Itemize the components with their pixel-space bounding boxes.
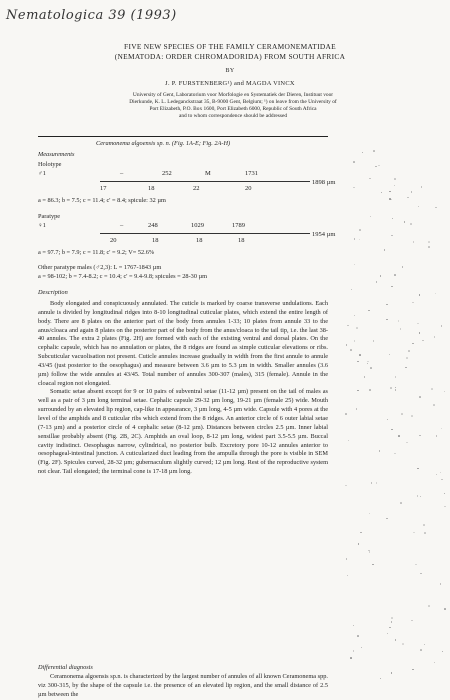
scan-speck bbox=[389, 627, 391, 629]
scan-speck bbox=[420, 649, 422, 651]
scan-speck bbox=[422, 340, 424, 342]
scan-speck bbox=[434, 336, 436, 338]
scan-speck bbox=[419, 435, 421, 437]
scan-speck bbox=[345, 413, 347, 415]
measurements-heading: Measurements bbox=[38, 151, 75, 158]
scan-speck bbox=[381, 192, 383, 194]
paratype-sex: ♀1 bbox=[38, 222, 46, 229]
scan-speck bbox=[418, 206, 420, 208]
scan-speck bbox=[347, 575, 349, 577]
scan-speck bbox=[428, 241, 430, 243]
scan-speck bbox=[370, 216, 372, 218]
holotype-bottom-4: 20 bbox=[245, 185, 252, 192]
scan-speck bbox=[417, 468, 419, 470]
scan-speck bbox=[444, 608, 446, 610]
scan-speck bbox=[379, 450, 381, 452]
scan-speck bbox=[395, 639, 397, 641]
article-title-line1: FIVE NEW SPECIES OF THE FAMILY CERAMONEMATIDAE bbox=[124, 42, 336, 51]
scan-speck bbox=[424, 644, 426, 646]
scan-speck bbox=[394, 178, 396, 180]
scan-speck bbox=[412, 669, 414, 671]
scan-speck bbox=[392, 218, 394, 220]
scan-speck bbox=[346, 558, 348, 560]
scan-speck bbox=[357, 361, 359, 363]
description-heading: Description bbox=[38, 289, 68, 296]
scan-speck bbox=[440, 583, 442, 585]
paratype-fraction-line bbox=[100, 233, 310, 234]
scan-speck bbox=[386, 304, 388, 306]
scan-speck bbox=[358, 543, 360, 545]
article-title-line2: (NEMATODA: ORDER CHROMADORIDA) FROM SOUTH AFRICA bbox=[114, 52, 346, 61]
scan-speck bbox=[428, 246, 430, 248]
scan-speck bbox=[354, 340, 356, 342]
scan-speck bbox=[369, 389, 371, 391]
scan-speck bbox=[375, 166, 377, 168]
scan-speck bbox=[417, 495, 419, 497]
scan-speck bbox=[361, 647, 363, 649]
paratype-top-3: 1029 bbox=[191, 222, 204, 229]
scan-speck bbox=[390, 387, 392, 389]
scan-speck bbox=[402, 643, 404, 645]
species-heading: Ceramonema algoensis sp. n. (Fig. 1A-E; Fig. 2A-H) bbox=[96, 140, 231, 147]
affiliation-line3: Port Elizabeth, P.O. Box 1600, Port Elizabeth 6000, Republic of South Africa bbox=[149, 106, 317, 112]
scan-speck bbox=[394, 274, 396, 276]
scan-speck bbox=[444, 506, 446, 508]
description-paragraph-1: Body elongated and conspicuously annulated. The cuticle is marked by coarse transverse undulations. Each annule is divided by longitudinal ridges into 8-10 longitudinal cuticular plates, which extend the entire length of body. There are 8 plates on the anterior part of the body from annules 1-33; 10 plates from annule 33 to the anus/cloaca and again 8 plates on the posterior part of the body from the anus/cloaca to the tail tip, i.e. the last 38-40 annules. The extra 2 plates (Fig. 2H) are formed with each of the existing ventral and dorsal plates. On the cephalic capsule, which has no annulation or plates, the 8 ridges are found as simple cuticular elevations or ribs. Subcuticular vacuolisation not present. Cuticle annules increase gradually in width from the first annule to annule 43/45 (just posterior to the oesophagus) and measure between 3.6 µm to 5.3 µm in width. Smaller annules (3.6 µm) follow the wide annules at 43/45. Total number of annules 300-307 (males), 315 (female). Annule in the cloacal region not elongated. bbox=[38, 300, 328, 387]
scan-speck bbox=[444, 493, 446, 495]
by-label: BY bbox=[225, 68, 235, 74]
paratype-label: Paratype bbox=[38, 213, 61, 220]
scan-speck bbox=[398, 320, 400, 322]
scan-speck bbox=[428, 605, 430, 607]
scan-speck bbox=[371, 482, 373, 484]
holotype-top-1: – bbox=[120, 170, 124, 177]
scan-speck bbox=[364, 376, 366, 378]
scan-speck bbox=[434, 662, 436, 664]
scan-speck bbox=[410, 223, 412, 225]
scan-speck bbox=[435, 207, 437, 209]
scan-speck bbox=[391, 286, 393, 288]
scan-speck bbox=[346, 344, 348, 346]
scan-speck bbox=[353, 161, 355, 163]
paratype-bottom-4: 18 bbox=[238, 237, 245, 244]
scan-speck bbox=[345, 485, 347, 487]
affiliation-line2: Dierkunde, K. L. Ledeganckstraat 35, B-9000 Gent, Belgium; ¹) on leave from the University of bbox=[129, 99, 337, 105]
paratype-ratios: a = 97.7; b = 7.9; c = 11.8; c' = 9.2; V= 52.6% bbox=[38, 249, 155, 256]
holotype-sex: ♂1 bbox=[38, 170, 46, 177]
paratype-total: 1954 µm bbox=[312, 231, 336, 238]
diagnosis-paragraph: Ceramonema algoensis sp.n. is characterized by the largest number of annules of all known Ceramonema spp. viz 300-315, by the shape of the capsule i.e. the presence of an elevated lip region, and the small distance of 2.5 µm between the bbox=[38, 673, 328, 698]
scan-speck bbox=[380, 275, 382, 277]
holotype-top-3: M bbox=[205, 170, 211, 177]
description-body bbox=[38, 300, 328, 477]
scan-speck bbox=[386, 518, 388, 520]
diagnosis-body bbox=[38, 673, 328, 700]
scan-speck bbox=[436, 474, 438, 476]
scan-speck bbox=[411, 191, 413, 193]
scan-speck bbox=[411, 620, 413, 622]
scan-speck bbox=[441, 428, 443, 430]
scan-speck bbox=[369, 551, 371, 553]
scan-speck bbox=[347, 325, 349, 327]
scan-speck bbox=[359, 229, 361, 231]
authors: J. P. FURSTENBERG¹) and MAGDA VINCX bbox=[165, 80, 295, 87]
paratype-bottom-1: 20 bbox=[110, 237, 117, 244]
scan-speck bbox=[367, 363, 369, 365]
scan-speck bbox=[359, 239, 361, 241]
holotype-total: 1898 µm bbox=[312, 179, 336, 186]
scan-speck bbox=[419, 396, 421, 398]
scan-speck bbox=[351, 289, 353, 291]
scan-speck bbox=[406, 357, 408, 359]
scan-speck bbox=[357, 635, 359, 637]
paratype-top-1: – bbox=[120, 222, 124, 229]
holotype-fraction-line bbox=[100, 181, 310, 182]
scan-speck bbox=[350, 349, 352, 351]
scan-speck bbox=[400, 502, 402, 504]
scan-speck bbox=[413, 241, 415, 243]
holotype-ratios: a = 86.3; b = 7.5; c = 11.4; c' = 8.4; spicule: 32 µm bbox=[38, 197, 166, 204]
scan-speck bbox=[386, 319, 388, 321]
scan-speck bbox=[408, 350, 410, 352]
scan-speck bbox=[369, 513, 371, 515]
scan-speck bbox=[420, 573, 422, 575]
scan-speck bbox=[368, 550, 370, 552]
scan-speck bbox=[372, 564, 374, 566]
scan-speck bbox=[421, 186, 423, 188]
scan-speck bbox=[406, 442, 408, 444]
scan-speck bbox=[402, 266, 404, 268]
scan-speck bbox=[387, 419, 389, 421]
scan-speck bbox=[389, 198, 391, 200]
scan-speck bbox=[353, 187, 355, 189]
scan-speck bbox=[362, 152, 364, 154]
scan-speck bbox=[389, 354, 391, 356]
scan-speck bbox=[354, 315, 356, 317]
scan-speck bbox=[369, 178, 371, 180]
scan-speck bbox=[431, 388, 433, 390]
scan-speck bbox=[359, 354, 361, 356]
scan-speck bbox=[354, 238, 356, 240]
scan-speck bbox=[353, 650, 355, 652]
scan-speck bbox=[394, 453, 396, 455]
scan-speck bbox=[370, 367, 372, 369]
scan-speck bbox=[419, 332, 421, 334]
scan-speck bbox=[380, 678, 382, 680]
scan-speck bbox=[441, 479, 443, 481]
scan-speck bbox=[398, 435, 400, 437]
scan-speck bbox=[395, 387, 397, 389]
paratype-top-4: 1789 bbox=[232, 222, 245, 229]
scan-speck bbox=[354, 264, 356, 266]
handwritten-reference: Nematologica 39 (1993) bbox=[6, 8, 177, 23]
scan-speck bbox=[378, 165, 380, 167]
scan-speck bbox=[367, 361, 369, 363]
scan-speck bbox=[444, 391, 446, 393]
holotype-top-4: 1731 bbox=[245, 170, 258, 177]
scan-speck bbox=[391, 235, 393, 237]
scan-speck bbox=[407, 197, 409, 199]
holotype-top-2: 252 bbox=[162, 170, 172, 177]
header-divider bbox=[38, 136, 328, 137]
holotype-bottom-2: 18 bbox=[148, 185, 155, 192]
scan-speck bbox=[440, 472, 442, 474]
scan-speck bbox=[411, 415, 413, 417]
scan-speck bbox=[391, 617, 393, 619]
scan-speck bbox=[395, 389, 397, 391]
holotype-label: Holotype bbox=[38, 161, 62, 168]
scan-speck bbox=[435, 293, 437, 295]
affiliation-line4: and to whom correspondence should be addressed bbox=[178, 113, 288, 119]
other-paratypes-line2: a = 98-102; b = 7.4-8.2; c = 10.4; c' = 9.4-9.8; spicules = 28-30 µm bbox=[38, 273, 208, 280]
paratype-bottom-2: 18 bbox=[152, 237, 159, 244]
scan-speck bbox=[368, 310, 370, 312]
scan-speck bbox=[350, 657, 352, 659]
diagnosis-heading: Differential diagnosis bbox=[38, 664, 93, 671]
scan-speck bbox=[389, 191, 391, 193]
scan-speck bbox=[373, 340, 375, 342]
scan-speck bbox=[415, 564, 417, 566]
scan-speck bbox=[423, 524, 425, 526]
paratype-bottom-3: 18 bbox=[196, 237, 203, 244]
scan-speck bbox=[376, 482, 378, 484]
holotype-bottom-3: 22 bbox=[193, 185, 200, 192]
scan-speck bbox=[360, 532, 362, 534]
scan-speck bbox=[395, 376, 397, 378]
other-paratypes-line1: Other paratype males (♂2,3): L = 1767-1843 µm bbox=[38, 264, 162, 271]
scan-speck bbox=[391, 429, 393, 431]
scan-speck bbox=[405, 367, 407, 369]
scan-speck bbox=[433, 404, 435, 406]
scan-speck bbox=[356, 327, 358, 329]
scan-speck bbox=[357, 390, 359, 392]
scan-speck bbox=[391, 672, 393, 674]
scan-speck bbox=[348, 440, 350, 442]
scan-speck bbox=[441, 325, 443, 327]
scan-speck bbox=[413, 532, 415, 534]
scan-speck bbox=[384, 249, 386, 251]
scan-speck bbox=[400, 328, 402, 330]
scan-speck bbox=[391, 621, 393, 623]
scan-speck bbox=[394, 185, 396, 187]
scan-speck bbox=[412, 302, 414, 304]
scan-speck bbox=[387, 633, 389, 635]
scan-speck bbox=[419, 294, 421, 296]
scan-speck bbox=[424, 532, 426, 534]
paratype-top-2: 248 bbox=[148, 222, 158, 229]
scan-speck bbox=[353, 625, 355, 627]
scan-speck bbox=[401, 413, 403, 415]
affiliation-line1: University of Gent, Laboratorium voor Morfologie en Systematiek der Dieren, Instituut voor bbox=[132, 92, 334, 98]
scan-speck bbox=[412, 343, 414, 345]
scan-speck bbox=[404, 221, 406, 223]
scan-speck bbox=[373, 150, 375, 152]
scan-speck bbox=[376, 281, 378, 283]
scan-speck bbox=[420, 496, 422, 498]
description-paragraph-2: Somatic setae absent except for 9 or 10 pairs of subventral setae (11-12 µm) present on the tail of males as well as a pair of 3 µm long terminal setae. Cephalic capsule 29-32 µm long, 19-21 µm (female 25) wide. Mouth surrounded by an elevated lip region, cap-like in appearance, 3 µm long, 4-5 µm wide. Capsule with 4 pores at the level of the amphids and 8 cuticular ribs which extend from the 8 ridges. An anterior circle of 6 outer labial setae (7-13 µm) and a posterior circle of 4 cephalic setae (8-12 µm). Distances between circles 2.5 µm. Inner labial sensillae probably absent (Fig. 2B, 2C). Amphids an oval loop, 8-12 µm long, widest part 3.5-5.5 µm. Buccal cavity indistinct. Oesophagus narrow, cylindrical, no posterior bulb. Excretory pore 10-12 annules anterior to oesophageal-intestinal junction. A cuticularized duct leading from the ampulla through the pore is visible in SEM (Fig. 2F). Spicules curved, 28-32 µm; gubernaculum slightly curved; 12 µm long. Rest of the reproductive system not clear. Tail elongated; the terminal cone is 17-18 µm long. bbox=[38, 388, 328, 476]
scan-speck bbox=[356, 408, 358, 410]
scan-speck bbox=[436, 435, 438, 437]
scan-speck bbox=[417, 323, 419, 325]
scan-speck bbox=[442, 651, 444, 653]
holotype-bottom-1: 17 bbox=[100, 185, 107, 192]
